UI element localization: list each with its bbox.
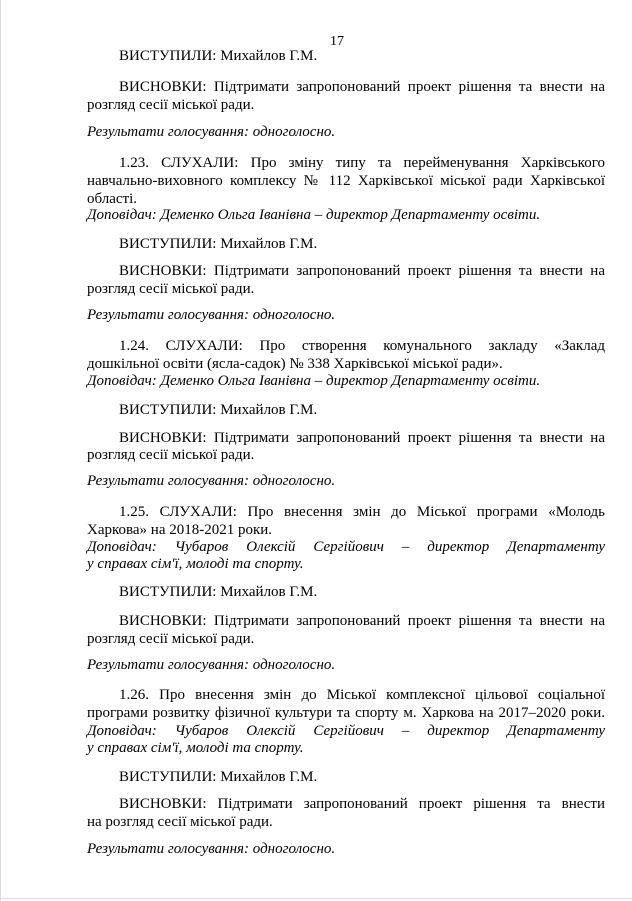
heard-line: програми розвитку фізичної культури та спорту м. Харкова на 2017–2020 роки.	[87, 705, 605, 721]
conclusion-line: розгляд сесії міської ради.	[87, 281, 255, 297]
scan-edge-left	[0, 0, 1, 901]
speakers-line: ВИСТУПИЛИ: Михайлов Г.М.	[119, 584, 318, 600]
heard-line: 1.24. СЛУХАЛИ: Про створення комунального закладу «Заклад	[119, 338, 605, 354]
conclusion-line: ВИСНОВКИ: Підтримати запропонований проект рішення та внести на	[119, 613, 605, 629]
vote-result-line: Результати голосування: одноголосно.	[87, 124, 336, 140]
vote-result-line: Результати голосування: одноголосно.	[87, 473, 336, 489]
conclusion-line: ВИСНОВКИ: Підтримати запропонований проект рішення та внести на	[119, 430, 605, 446]
speaker-line: у справах сім'ї, молоді та спорту.	[87, 740, 304, 756]
speaker-line: у справах сім'ї, молоді та спорту.	[87, 556, 304, 572]
vote-result-line: Результати голосування: одноголосно.	[87, 307, 336, 323]
conclusion-line: ВИСНОВКИ: Підтримати запропонований проект рішення та внести	[119, 796, 605, 812]
vote-result-line: Результати голосування: одноголосно.	[87, 657, 336, 673]
scan-edge-bottom	[0, 898, 632, 899]
heard-line: області.	[87, 191, 138, 207]
heard-line: 1.26. Про внесення змін до Міської комплексної цільової соціальної	[119, 687, 605, 703]
vote-result-line: Результати голосування: одноголосно.	[87, 841, 336, 857]
speaker-line: Доповідач: Деменко Ольга Іванівна – директор Департаменту освіти.	[87, 207, 541, 223]
speakers-line: ВИСТУПИЛИ: Михайлов Г.М.	[119, 769, 318, 785]
conclusion-line: ВИСНОВКИ: Підтримати запропонований проект рішення та внести на	[119, 263, 605, 279]
heard-line: 1.23. СЛУХАЛИ: Про зміну типу та перейменування Харківського	[119, 155, 605, 171]
conclusion-line: розгляд сесії міської ради.	[87, 631, 255, 647]
conclusion-line: на розгляд сесії міської ради.	[87, 814, 273, 830]
speakers-line: ВИСТУПИЛИ: Михайлов Г.М.	[119, 236, 318, 252]
speaker-line: Доповідач: Деменко Ольга Іванівна – директор Департаменту освіти.	[87, 373, 541, 389]
speakers-line: ВИСТУПИЛИ: Михайлов Г.М.	[119, 48, 318, 64]
speakers-line: ВИСТУПИЛИ: Михайлов Г.М.	[119, 402, 318, 418]
page-number: 17	[330, 34, 344, 49]
heard-line: навчально-виховного комплексу № 112 Харківської міської ради Харківської	[87, 173, 605, 189]
speaker-line: Доповідач: Чубаров Олексій Сергійович – директор Департаменту	[87, 723, 605, 739]
heard-line: дошкільної освіти (ясла-садок) № 338 Харківської міської ради».	[87, 356, 503, 372]
speaker-line: Доповідач: Чубаров Олексій Сергійович – директор Департаменту	[87, 539, 605, 555]
conclusion-line: розгляд сесії міської ради.	[87, 97, 255, 113]
conclusion-line: ВИСНОВКИ: Підтримати запропонований проект рішення та внести на	[119, 79, 605, 95]
conclusion-line: розгляд сесії міської ради.	[87, 447, 255, 463]
heard-line: 1.25. СЛУХАЛИ: Про внесення змін до Міської програми «Молодь	[119, 504, 605, 520]
heard-line: Харкова» на 2018-2021 роки.	[87, 522, 273, 538]
